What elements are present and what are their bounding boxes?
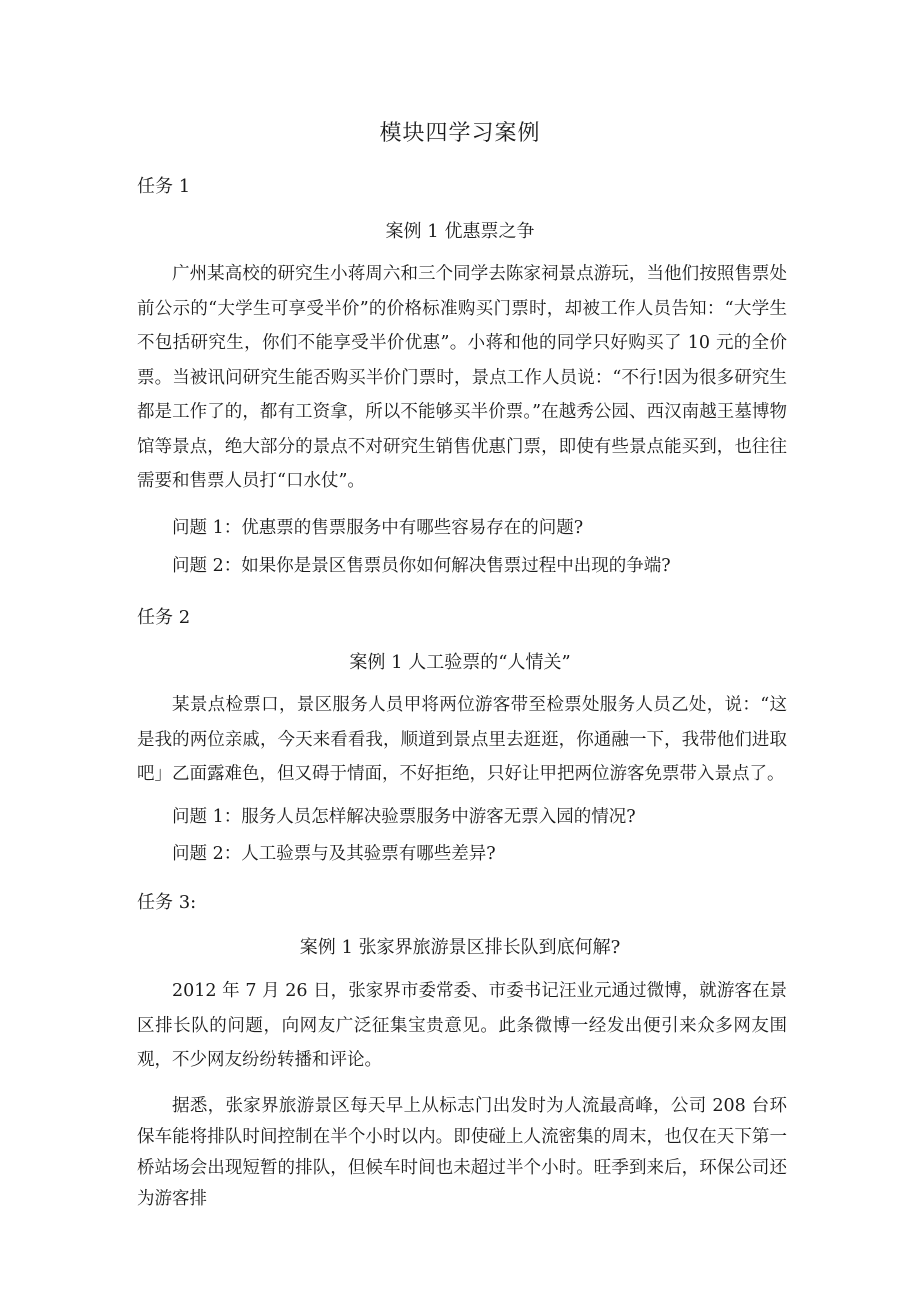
case-paragraph-4: 据悉，张家界旅游景区每天早上从标志门出发时为人流最高峰，公司 208 台环保车能将排队时间控制在半个小时以内。即使碰上人流密集的周末，也仅在天下第一桥站场会出现短暂的排队，但候车时间也未超过半个小时。旺季到来后，环保公司还为游客排	[137, 1096, 787, 1209]
case-paragraph-3: 2012 年 7 月 26 日，张家界市委常委、市委书记汪业元通过微博，就游客在景区排长队的问题，向网友广泛征集宝贵意见。此条微博一经发出便引来众多网友围观，不少网友纷纷转播和评论。	[137, 981, 787, 1070]
case-paragraph-2: 某景点检票口，景区服务人员甲将两位游客带至检票处服务人员乙处，说：“这是我的两位亲戚，今天来看看我，顺道到景点里去逛逛，你通融一下，我带他们进取吧」乙面露难色，但又碍于情面，不好拒绝，只好让甲把两位游客免票带入景点了。	[137, 695, 787, 784]
question-1-1: 问题 1：优惠票的售票服务中有哪些容易存在的问题?	[172, 518, 584, 538]
document-title: 模块四学习案例	[379, 121, 541, 146]
task-heading-2: 任务 2	[137, 607, 191, 628]
question-2-2: 问题 2：人工验票与及其验票有哪些差异?	[172, 844, 496, 864]
task-heading-1: 任务 1	[137, 176, 191, 197]
task-heading-3: 任务 3:	[137, 892, 197, 913]
case-title-1: 案例 1 优惠票之争	[385, 221, 535, 242]
case-paragraph-1: 广州某高校的研究生小蒋周六和三个同学去陈家祠景点游玩，当他们按照售票处前公示的“大学生可享受半价”的价格标准购买门票时，却被工作人员告知：“大学生不包括研究生，你们不能享受半价优惠”。小蒋和他的同学只好购买了 10 元的全价票。当被讯问研究生能否购买半价门票时，景点工作人员说：“不行!因为很多研究生都是工作了的，都有工资拿，所以不能够买半价票。”在越秀公园、西汉南越王墓博物馆等景点，绝大部分的景点不对研究生销售优惠门票，即使有些景点能买到，也往往需要和售票人员打“口水仗”。	[137, 264, 787, 491]
question-2-1: 问题 1：服务人员怎样解决验票服务中游客无票入园的情况?	[172, 807, 636, 827]
case-title-3: 案例 1 张家界旅游景区排长队到底何解?	[299, 937, 621, 958]
case-title-2: 案例 1 人工验票的“人情关”	[349, 652, 571, 673]
question-1-2: 问题 2：如果你是景区售票员你如何解决售票过程中出现的争端?	[172, 556, 671, 576]
